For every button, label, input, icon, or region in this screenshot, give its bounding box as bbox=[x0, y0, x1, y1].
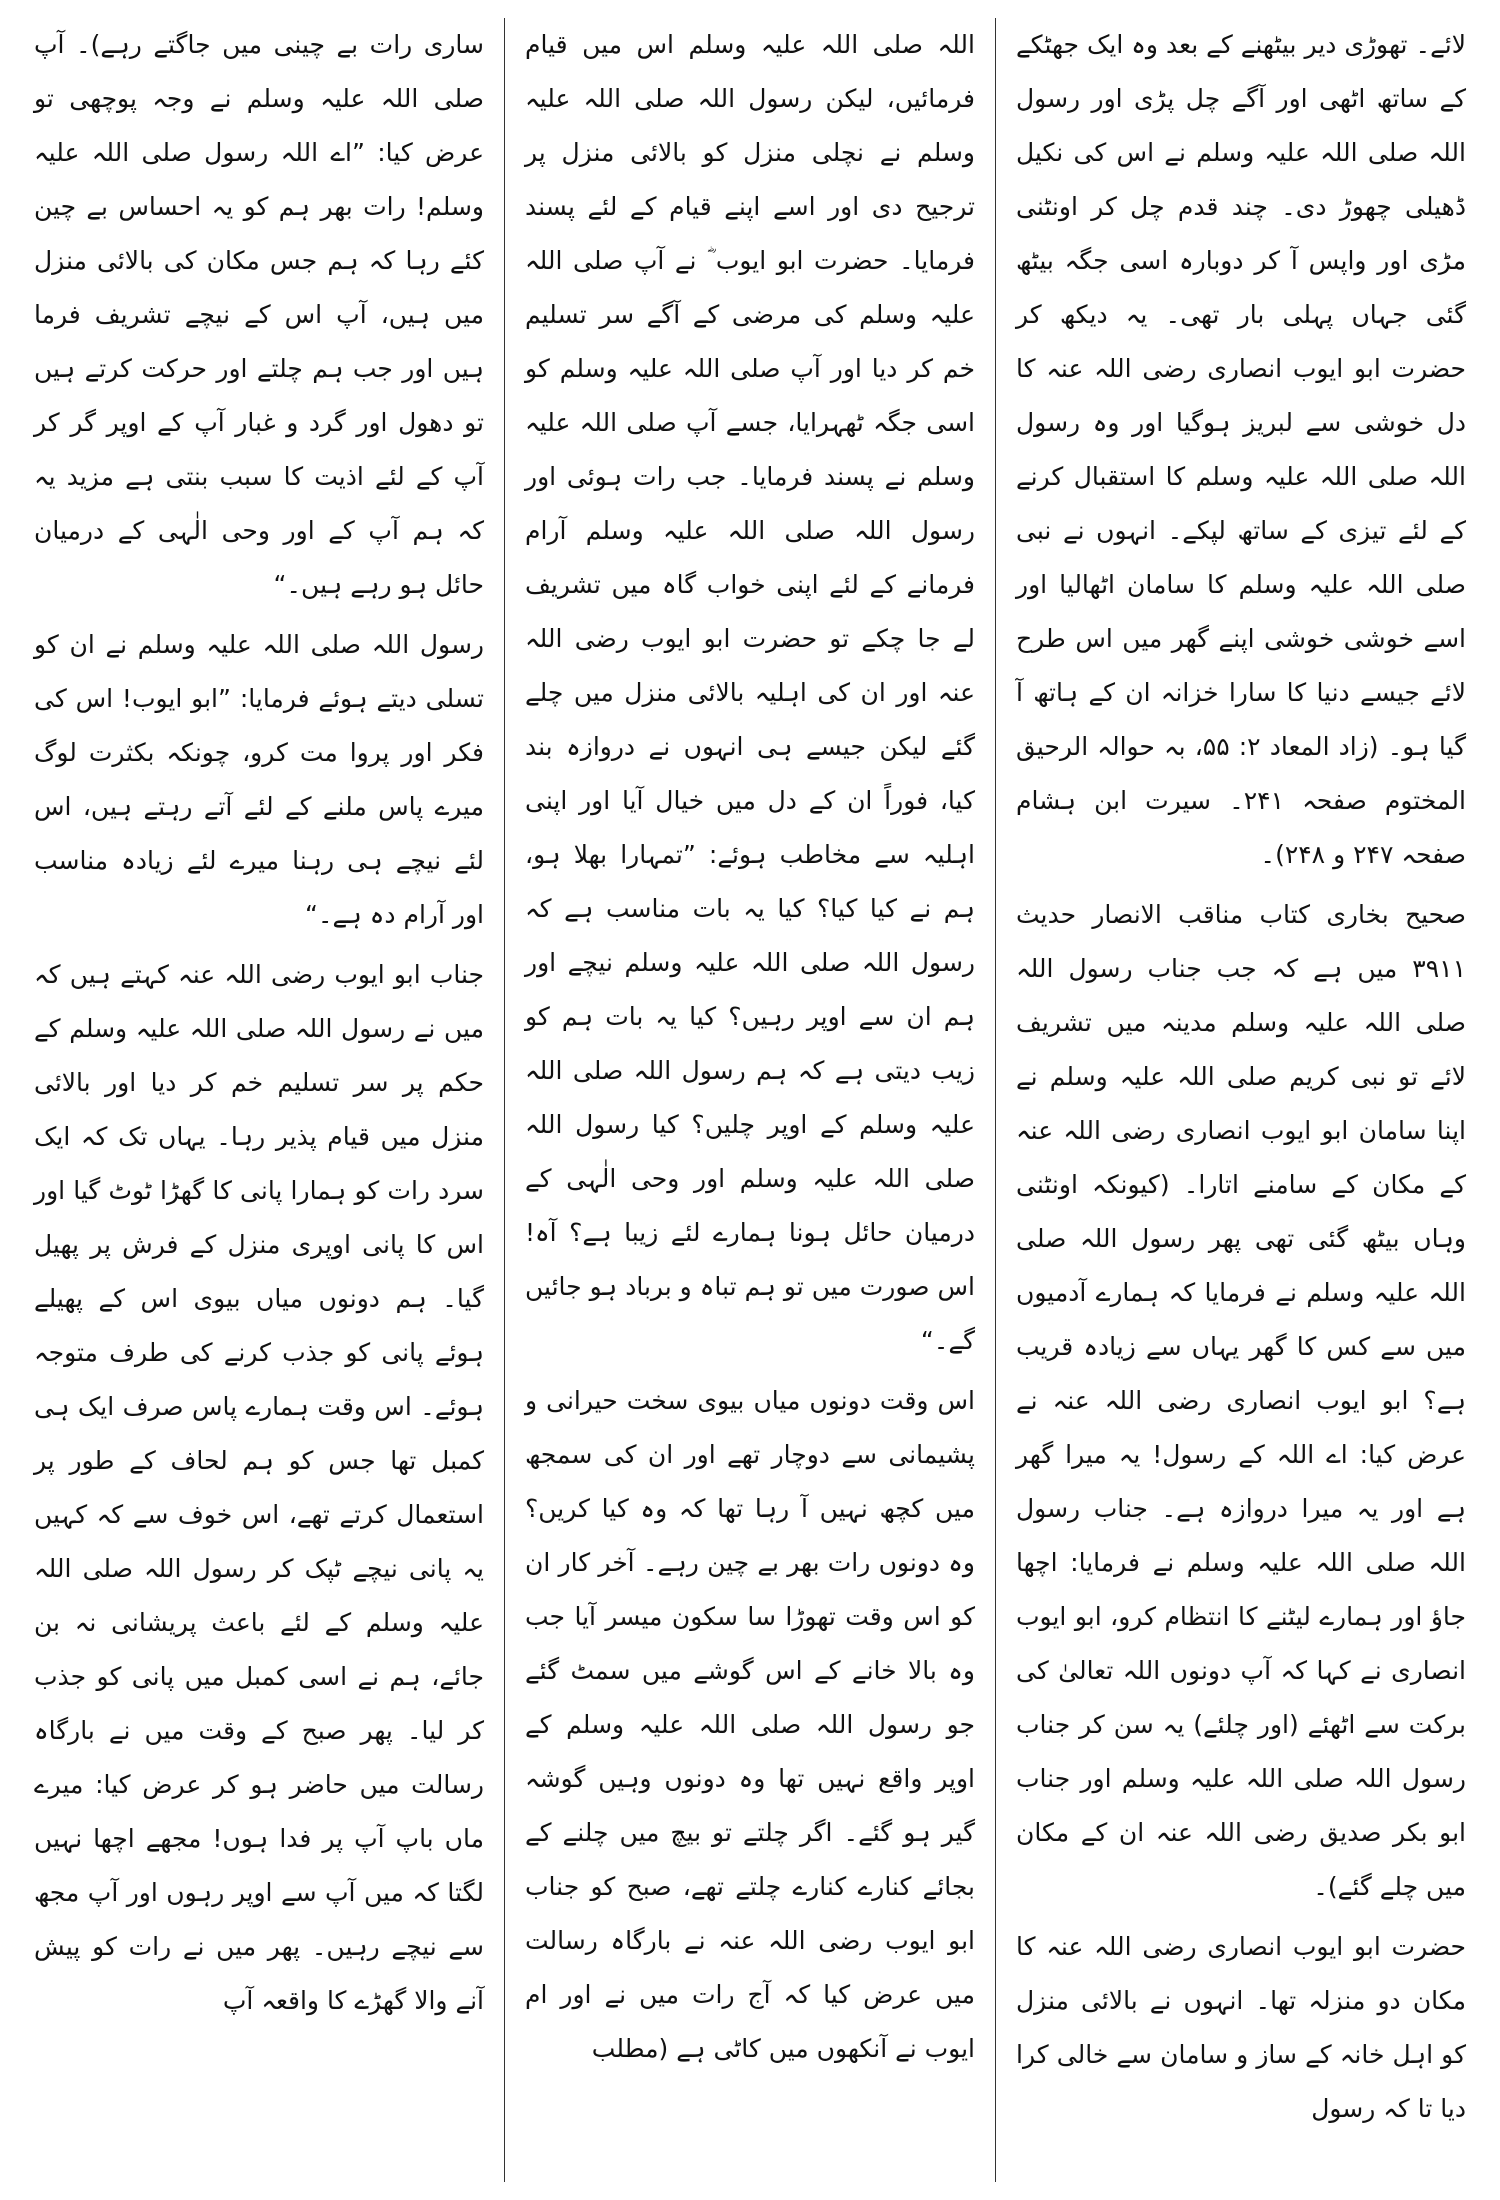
column-middle bbox=[519, 18, 981, 2182]
paragraph: ساری رات بے چینی میں جاگتے رہے)۔ آپ صلی اللہ علیہ وسلم نے وجہ پوچھی تو عرض کیا: ”اے اللہ رسول صلی اللہ علیہ وسلم! رات بھر ہم کو یہ احساس بے چین کئے رہا کہ ہم جس مکان کی بالائی منزل میں ہیں، آپ اس کے نیچے تشریف فرما ہیں اور جب ہم چلتے اور حرکت کرتے ہیں تو دھول اور گرد و غبار آپ کے اوپر گر کر آپ کے لئے اذیت کا سبب بنتی ہے مزید یہ کہ ہم آپ کے اور وحی الٰہی کے درمیان حائل ہو رہے ہیں۔“ bbox=[34, 30, 484, 599]
column-divider bbox=[995, 18, 996, 2182]
paragraph: لائے۔ تھوڑی دیر بیٹھنے کے بعد وہ ایک جھٹکے کے ساتھ اٹھی اور آگے چل پڑی اور رسول اللہ صلی اللہ علیہ وسلم نے اس کی نکیل ڈھیلی چھوڑ دی۔ چند قدم چل کر اونٹنی مڑی اور واپس آ کر دوبارہ اسی جگہ بیٹھ گئی جہاں پہلی بار تھی۔ یہ دیکھ کر حضرت ابو ایوب انصاری رضی اللہ عنہ کا دل خوشی سے لبریز ہوگیا اور وہ رسول اللہ صلی اللہ علیہ وسلم کا استقبال کرنے کے لئے تیزی کے ساتھ لپکے۔ انہوں نے نبی صلی اللہ علیہ وسلم کا سامان اٹھالیا اور اسے خوشی خوشی اپنے گھر میں اس طرح لائے جیسے دنیا کا سارا خزانہ ان کے ہاتھ آ گیا ہو۔ (زاد المعاد ۲: ۵۵، بہ حوالہ الرحیق المختوم صفحہ ۲۴۱۔ سیرت ابن ہشام صفحہ ۲۴۷ و ۲۴۸)۔ bbox=[1016, 30, 1466, 869]
column-divider bbox=[504, 18, 505, 2182]
paragraph: اللہ صلی اللہ علیہ وسلم اس میں قیام فرمائیں، لیکن رسول اللہ صلی اللہ علیہ وسلم نے نچلی منزل کو بالائی منزل پر ترجیح دی اور اسے اپنے قیام کے لئے پسند فرمایا۔ حضرت ابو ایوب ؓ نے آپ صلی اللہ علیہ وسلم کی مرضی کے آگے سر تسلیم خم کر دیا اور آپ صلی اللہ علیہ وسلم کو اسی جگہ ٹھہرایا، جسے آپ صلی اللہ علیہ وسلم نے پسند فرمایا۔ جب رات ہوئی اور رسول اللہ صلی اللہ علیہ وسلم آرام فرمانے کے لئے اپنی خواب گاہ میں تشریف لے جا چکے تو حضرت ابو ایوب رضی اللہ عنہ اور ان کی اہلیہ بالائی منزل میں چلے گئے لیکن جیسے ہی انہوں نے دروازہ بند کیا، فوراً ان کے دل میں خیال آیا اور اپنی اہلیہ سے مخاطب ہوئے: ”تمہارا بھلا ہو، ہم نے کیا کیا؟ کیا یہ بات مناسب ہے کہ رسول اللہ صلی اللہ علیہ وسلم نیچے اور ہم ان سے اوپر رہیں؟ کیا یہ بات ہم کو زیب دیتی ہے کہ ہم رسول اللہ صلی اللہ علیہ وسلم کے اوپر چلیں؟ کیا رسول اللہ صلی اللہ علیہ وسلم اور وحی الٰہی کے درمیان حائل ہونا ہمارے لئے زیبا ہے؟ آہ! اس صورت میں تو ہم تباہ و برباد ہو جائیں گے۔“ bbox=[525, 30, 975, 1355]
paragraph: رسول اللہ صلی اللہ علیہ وسلم نے ان کو تسلی دیتے ہوئے فرمایا: ”ابو ایوب! اس کی فکر اور پروا مت کرو، چونکہ بکثرت لوگ میرے پاس ملنے کے لئے آتے رہتے ہیں، اس لئے نیچے ہی رہنا میرے لئے زیادہ مناسب اور آرام دہ ہے۔“ bbox=[34, 630, 484, 929]
newspaper-page bbox=[28, 18, 1472, 2182]
paragraph: صحیح بخاری کتاب مناقب الانصار حدیث ۳۹۱۱ میں ہے کہ جب جناب رسول اللہ صلی اللہ علیہ وسلم مدینہ میں تشریف لائے تو نبی کریم صلی اللہ علیہ وسلم نے اپنا سامان ابو ایوب انصاری رضی اللہ عنہ کے مکان کے سامنے اتارا۔ (کیونکہ اونٹنی وہاں بیٹھ گئی تھی پھر رسول اللہ صلی اللہ علیہ وسلم نے فرمایا کہ ہمارے آدمیوں میں سے کس کا گھر یہاں سے زیادہ قریب ہے؟ ابو ایوب انصاری رضی اللہ عنہ نے عرض کیا: اے اللہ کے رسول! یہ میرا گھر ہے اور یہ میرا دروازہ ہے۔ جناب رسول اللہ صلی اللہ علیہ وسلم نے فرمایا: اچھا جاؤ اور ہمارے لیٹنے کا انتظام کرو، ابو ایوب انصاری نے کہا کہ آپ دونوں اللہ تعالیٰ کی برکت سے اٹھئے (اور چلئے) یہ سن کر جناب رسول اللہ صلی اللہ علیہ وسلم اور جناب ابو بکر صدیق رضی اللہ عنہ ان کے مکان میں چلے گئے)۔ bbox=[1016, 900, 1466, 1901]
paragraph: جناب ابو ایوب رضی اللہ عنہ کہتے ہیں کہ میں نے رسول اللہ صلی اللہ علیہ وسلم کے حکم پر سر تسلیم خم کر دیا اور بالائی منزل میں قیام پذیر رہا۔ یہاں تک کہ ایک سرد رات کو ہمارا پانی کا گھڑا ٹوٹ گیا اور اس کا پانی اوپری منزل کے فرش پر پھیل گیا۔ ہم دونوں میاں بیوی اس کے پھیلے ہوئے پانی کو جذب کرنے کی طرف متوجہ ہوئے۔ اس وقت ہمارے پاس صرف ایک ہی کمبل تھا جس کو ہم لحاف کے طور پر استعمال کرتے تھے، اس خوف سے کہ کہیں یہ پانی نیچے ٹپک کر رسول اللہ صلی اللہ علیہ وسلم کے لئے باعث پریشانی نہ بن جائے، ہم نے اسی کمبل میں پانی کو جذب کر لیا۔ پھر صبح کے وقت میں نے بارگاہ رسالت میں حاضر ہو کر عرض کیا: میرے ماں باپ آپ پر فدا ہوں! مجھے اچھا نہیں لگتا کہ میں آپ سے اوپر رہوں اور آپ مجھ سے نیچے رہیں۔ پھر میں نے رات کو پیش آنے والا گھڑے کا واقعہ آپ bbox=[34, 960, 484, 2015]
column-right bbox=[1010, 18, 1472, 2182]
paragraph: اس وقت دونوں میاں بیوی سخت حیرانی و پشیمانی سے دوچار تھے اور ان کی سمجھ میں کچھ نہیں آ رہا تھا کہ وہ کیا کریں؟ وہ دونوں رات بھر بے چین رہے۔ آخر کار ان کو اس وقت تھوڑا سا سکون میسر آیا جب وہ بالا خانے کے اس گوشے میں سمٹ گئے جو رسول اللہ صلی اللہ علیہ وسلم کے اوپر واقع نہیں تھا وہ دونوں وہیں گوشہ گیر ہو گئے۔ اگر چلتے تو بیچ میں چلنے کے بجائے کنارے کنارے چلتے تھے، صبح کو جناب ابو ایوب رضی اللہ عنہ نے بارگاہ رسالت میں عرض کیا کہ آج رات میں نے اور ام ایوب نے آنکھوں میں کاٹی ہے (مطلب bbox=[525, 1386, 975, 2063]
column-left bbox=[28, 18, 490, 2182]
paragraph: حضرت ابو ایوب انصاری رضی اللہ عنہ کا مکان دو منزلہ تھا۔ انہوں نے بالائی منزل کو اہل خانہ کے ساز و سامان سے خالی کرا دیا تا کہ رسول bbox=[1016, 1932, 1466, 2123]
